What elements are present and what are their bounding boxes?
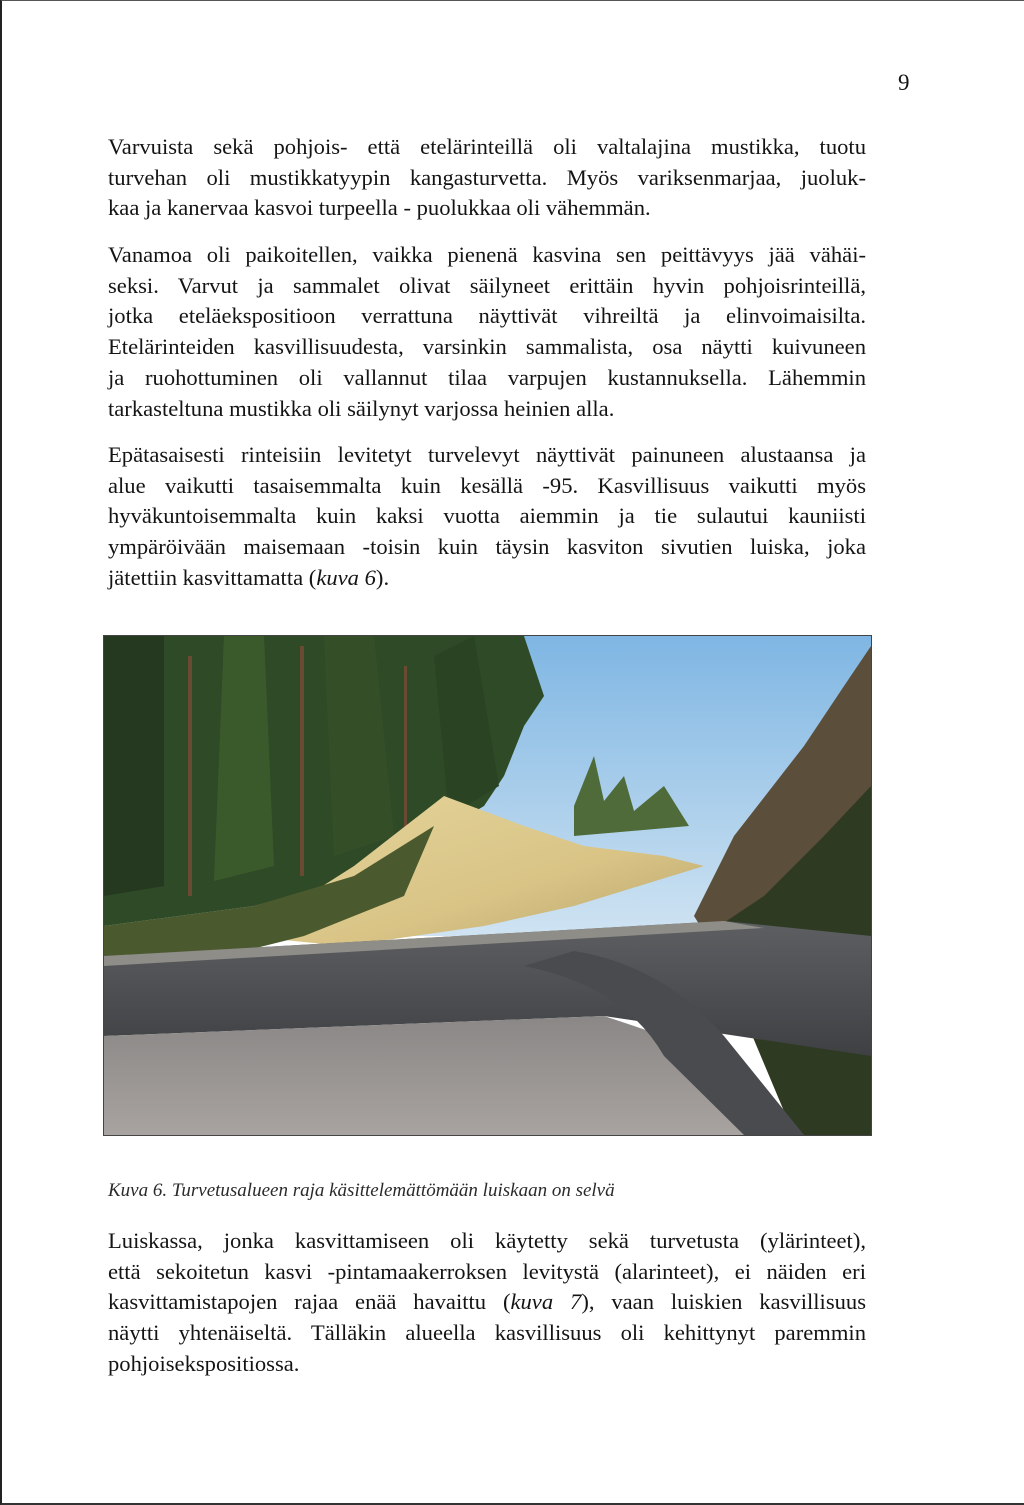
text-segment: ). <box>375 564 390 590</box>
figure-reference-link[interactable]: kuva 6 <box>316 564 376 590</box>
text-line: näytti yhtenäiseltä. Tälläkin alueella kasvillisuus oli kehittynyt paremmin <box>108 1320 866 1346</box>
text-line: ja ruohottuminen oli vallannut tilaa varpujen kustannuksella. Lähemmin <box>108 364 866 390</box>
text-line: tarkasteltuna mustikka oli säilynyt varjossa heinien alla. <box>108 395 615 421</box>
text-line: Epätasaisesti rinteisiin levitetyt turvelevyt näyttivät painuneen alustaansa ja <box>108 442 866 467</box>
text-line: ympäröivään maisemaan -toisin kuin täysin kasviton sivutien luiska, joka <box>108 534 866 560</box>
text-line <box>108 1287 866 1318</box>
text-line: turvehan oli mustikkatyypin kangasturvetta. Myös variksenmarjaa, juoluk- <box>108 164 866 190</box>
text-line: Varvuista sekä pohjois- että etelärinteillä oli valtalajina mustikka, tuotu <box>108 134 866 159</box>
text-line: pohjoisekspositiossa. <box>108 1350 300 1376</box>
text-line: Etelärinteiden kasvillisuudesta, varsinkin sammalista, osa näytti kuivuneen <box>108 334 866 360</box>
page-number: 9 <box>898 70 910 95</box>
paragraph-2 <box>108 240 866 424</box>
paragraph-3 <box>108 440 866 594</box>
text-line: kaa ja kanervaa kasvoi turpeella - puolukkaa oli vähemmän. <box>108 195 651 221</box>
text-line: jotka eteläekspositioon verrattuna näyttivät vihreiltä ja elinvoimaisilta. <box>108 303 866 329</box>
text-line: seksi. Varvut ja sammalet olivat säilyneet erittäin hyvin pohjoisrinteillä, <box>108 272 866 298</box>
text-line: hyväkuntoisemmalta kuin kaksi vuotta aiemmin ja tie sulautui kauniisti <box>108 503 866 529</box>
text-line: Vanamoa oli paikoitellen, vaikka pienenä kasvina sen peittävyys jää vähäi- <box>108 242 866 267</box>
text-line <box>108 563 866 594</box>
text-segment: ), vaan luiskien kasvillisuus <box>581 1289 866 1315</box>
paragraph-4 <box>108 1226 866 1380</box>
text-segment: kasvittamistapojen rajaa enää havaittu ( <box>108 1289 511 1315</box>
road-cut-photo <box>103 635 872 1136</box>
text-line: että sekoitetun kasvi -pintamaakerroksen levitystä (alarinteet), ei näiden eri <box>108 1258 866 1284</box>
text-line: Luiskassa, jonka kasvittamiseen oli käytetty sekä turvetusta (ylärinteet), <box>108 1228 866 1253</box>
text-segment: jätettiin kasvittamatta ( <box>108 564 317 590</box>
paragraph-1 <box>108 132 866 224</box>
figure-reference-link[interactable]: kuva 7 <box>510 1289 582 1315</box>
figure-caption: Kuva 6. Turvetusalueen raja käsittelemättömään luiskaan on selvä <box>108 1180 615 1201</box>
text-line: alue vaikutti tasaisemmalta kuin kesällä -95. Kasvillisuus vaikutti myös <box>108 472 866 498</box>
